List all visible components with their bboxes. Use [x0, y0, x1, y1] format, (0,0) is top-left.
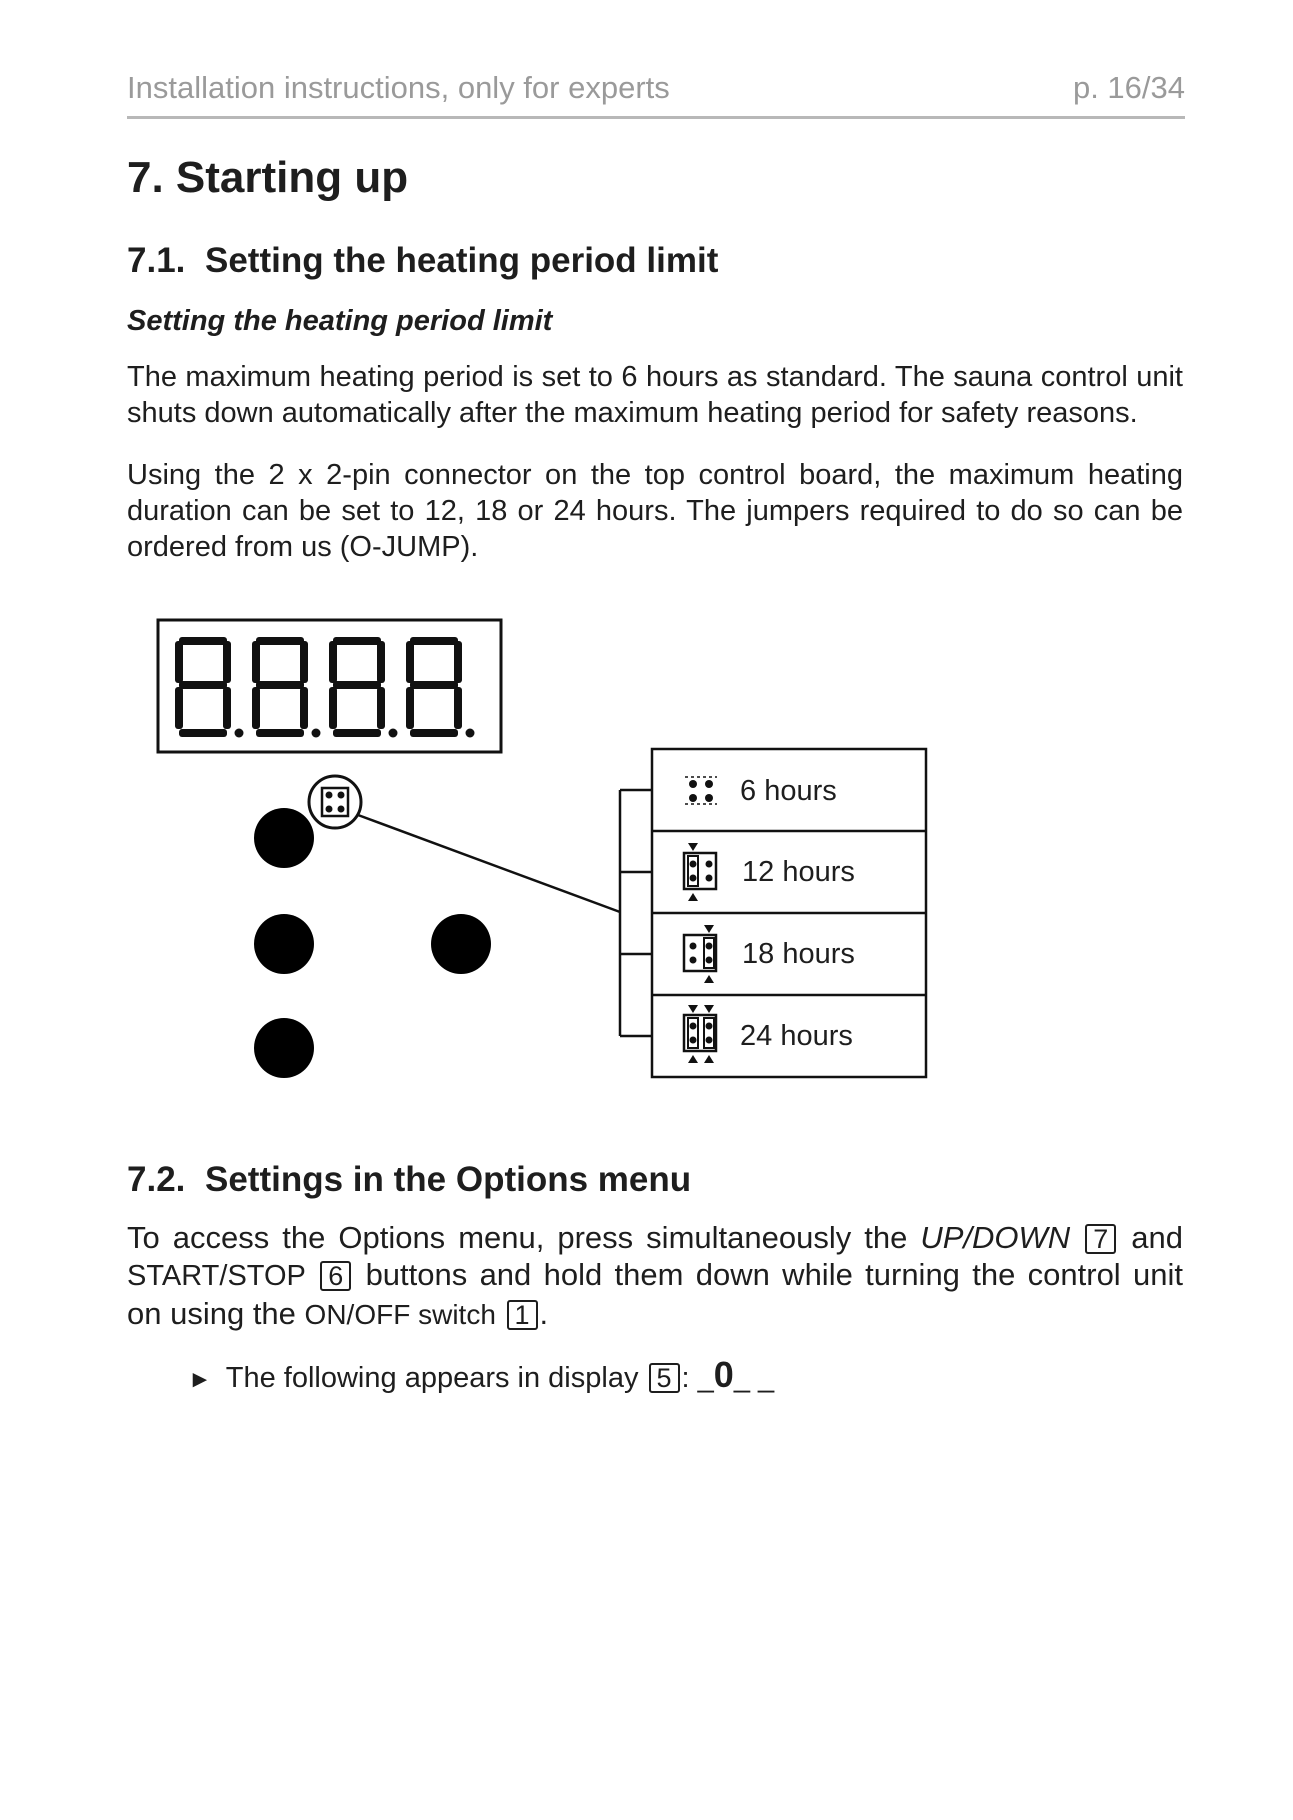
- display-decimal-point: [466, 729, 475, 738]
- display-digits: [175, 637, 475, 738]
- option-6-hours: 6 hours: [740, 775, 837, 807]
- display-segment: [410, 637, 458, 645]
- bullet-display-info: [188, 1354, 774, 1396]
- connector-leader-line: [358, 815, 620, 912]
- updown-label: UP/DOWN: [920, 1220, 1071, 1255]
- display-decimal-point: [312, 729, 321, 738]
- control-button: [254, 1018, 314, 1078]
- display-decimal-point: [235, 729, 244, 738]
- display-segment: [454, 641, 462, 683]
- display-prefix: : _: [681, 1362, 714, 1394]
- control-button: [254, 914, 314, 974]
- key-updown: 7: [1085, 1224, 1116, 1254]
- display-segment: [329, 687, 337, 729]
- display-segment: [333, 729, 381, 737]
- options-text: buttons and hold them down while turning the control unit on using the: [127, 1257, 1183, 1331]
- startstop-label: START/STOP: [127, 1260, 306, 1292]
- display-segment: [256, 637, 304, 645]
- section-7-2-number: 7.2.: [127, 1160, 186, 1199]
- display-segment: [377, 641, 385, 683]
- paragraph-heating-period: The maximum heating period is set to 6 hours as standard. The sauna control unit shuts down automatically after the maximum heating period for safety reasons.: [127, 361, 1183, 429]
- jumper-18h-icon: [684, 925, 716, 983]
- display-segment: [300, 641, 308, 683]
- display-segment: [454, 687, 462, 729]
- display-segment: [252, 687, 260, 729]
- paragraph-options-menu: [127, 1219, 1183, 1333]
- display-segment: [223, 687, 231, 729]
- triangle-bullet-icon: ►: [188, 1366, 212, 1393]
- option-12-hours: 12 hours: [742, 856, 855, 888]
- display-segment: [252, 641, 260, 683]
- display-segment: [406, 641, 414, 683]
- display-code: 0: [713, 1354, 734, 1395]
- display-segment: [329, 641, 337, 683]
- display-segment: [223, 641, 231, 683]
- option-24-hours: 24 hours: [740, 1020, 853, 1052]
- display-segment: [333, 637, 381, 645]
- key-onoff: 1: [507, 1300, 538, 1330]
- key-display: 5: [649, 1363, 680, 1393]
- display-segment: [333, 681, 381, 689]
- section-7-2-title: Settings in the Options menu: [205, 1160, 692, 1199]
- display-segment: [256, 729, 304, 737]
- display-segment: [410, 681, 458, 689]
- control-button: [431, 914, 491, 974]
- display-segment: [175, 641, 183, 683]
- options-text: and: [1131, 1220, 1183, 1255]
- page-number: p. 16/34: [1072, 70, 1185, 105]
- header-title: Installation instructions, only for experts: [127, 70, 670, 105]
- section-7-heading: 7. Starting up: [127, 153, 409, 202]
- paragraph-connector: Using the 2 x 2-pin connector on the top control board, the maximum heating duration can be set to 12, 18 or 24 hours. The jumpers required to do so can be ordered from us (O-JUMP).: [127, 459, 1183, 563]
- display-segment: [300, 687, 308, 729]
- jumper-24h-icon: [684, 1005, 716, 1063]
- section-7-1-title: Setting the heating period limit: [205, 241, 719, 280]
- display-segment: [175, 687, 183, 729]
- onoff-label: ON/OFF switch: [304, 1299, 496, 1330]
- options-text: To access the Options menu, press simultaneously the: [127, 1220, 908, 1255]
- section-7-1-subtitle: Setting the heating period limit: [127, 305, 553, 337]
- section-7-1-number: 7.1.: [127, 241, 186, 280]
- display-suffix: _ _: [733, 1362, 775, 1394]
- display-decimal-point: [389, 729, 398, 738]
- display-segment: [179, 637, 227, 645]
- option-18-hours: 18 hours: [742, 938, 855, 970]
- bullet-text: The following appears in display: [225, 1362, 639, 1394]
- jumper-12h-icon: [684, 843, 716, 901]
- options-text: .: [539, 1296, 549, 1331]
- section-7-2-heading: [127, 1160, 691, 1200]
- display-segment: [377, 687, 385, 729]
- display-segment: [179, 729, 227, 737]
- jumper-6h-icon: [685, 777, 717, 804]
- key-startstop: 6: [320, 1261, 351, 1291]
- display-segment: [179, 681, 227, 689]
- display-segment: [410, 729, 458, 737]
- options-bracket: [620, 790, 652, 1036]
- display-segment: [256, 681, 304, 689]
- connector-icon: [309, 776, 361, 828]
- control-button: [254, 808, 314, 868]
- display-segment: [406, 687, 414, 729]
